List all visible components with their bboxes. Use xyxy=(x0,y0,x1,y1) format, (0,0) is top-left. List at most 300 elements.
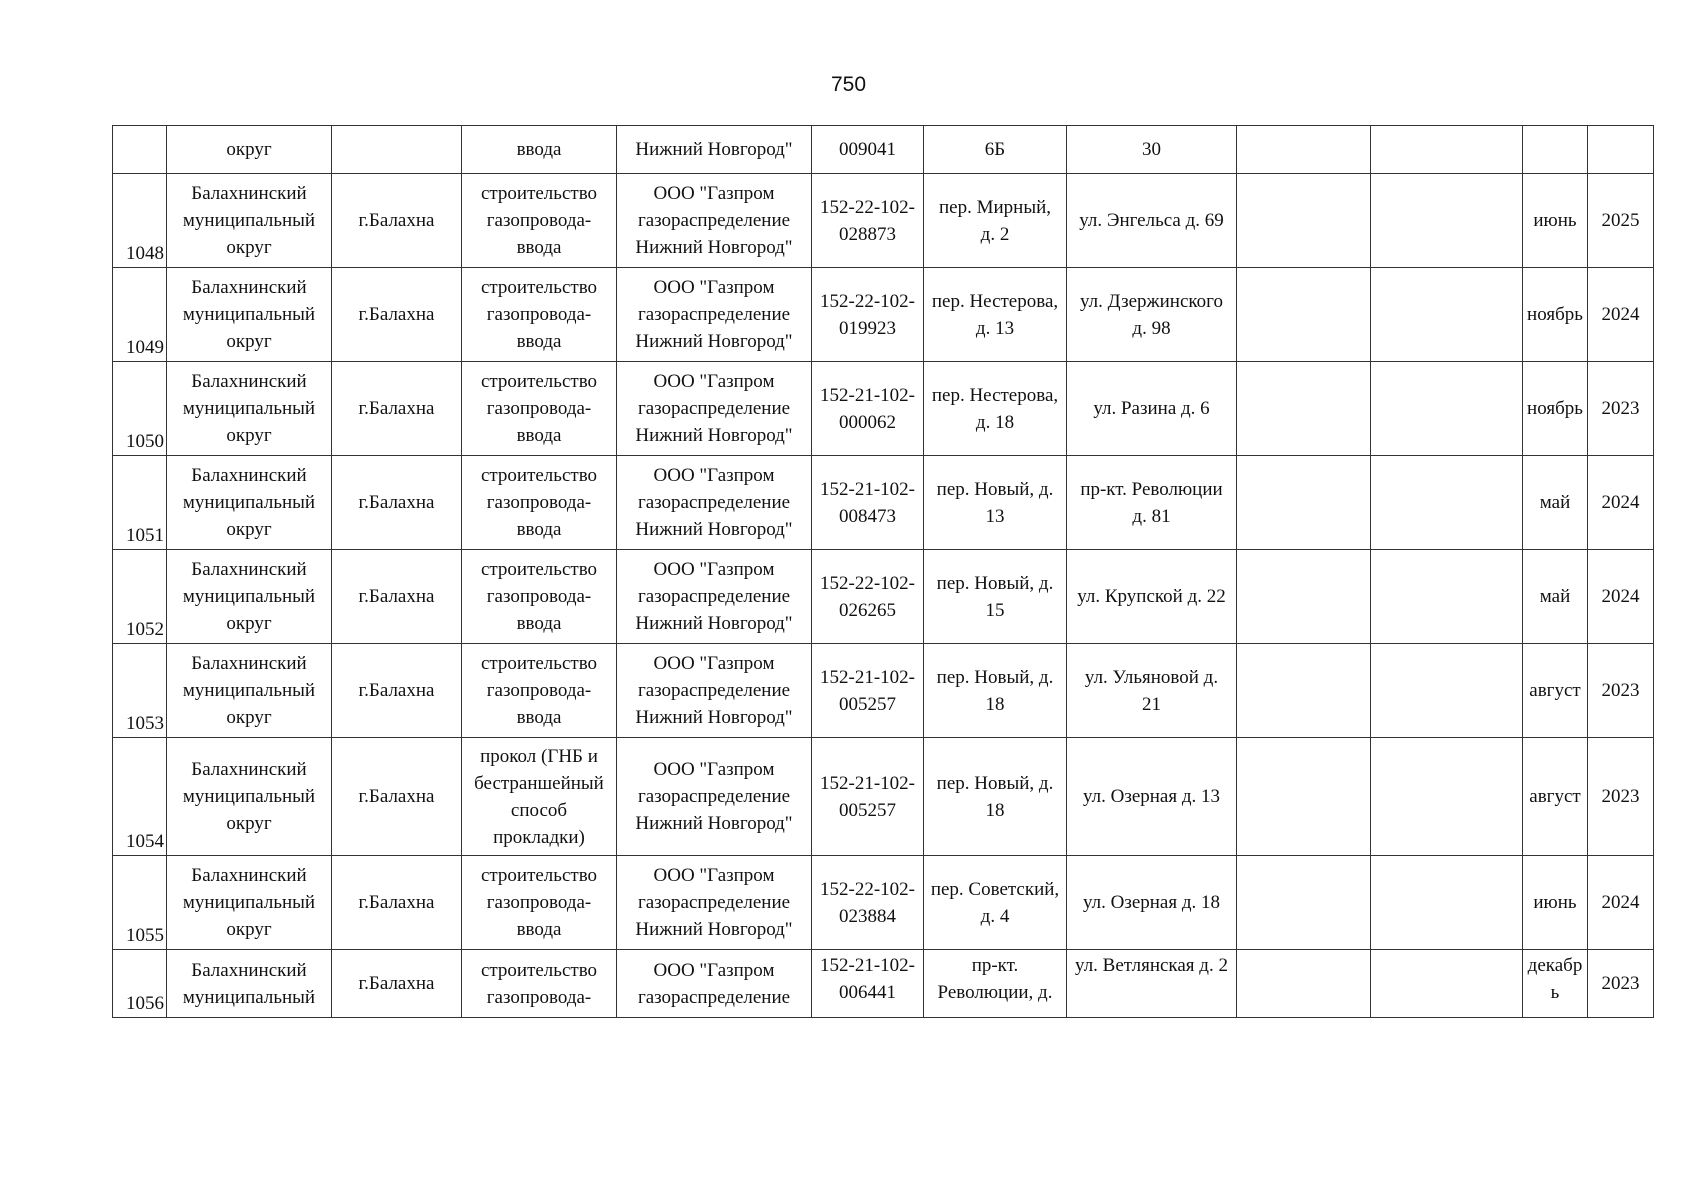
cell-year xyxy=(1588,126,1654,174)
cell-number xyxy=(113,174,167,268)
cell-number xyxy=(113,856,167,950)
cell-line: пер. Мирный, xyxy=(938,196,1051,218)
cell-text: 1053 xyxy=(126,713,164,734)
cell-district xyxy=(167,856,332,950)
cell-month xyxy=(1523,856,1588,950)
cell-line: 152-21-102- xyxy=(820,666,915,688)
cell-work-type xyxy=(462,268,617,362)
cell-line: округ xyxy=(226,237,272,258)
cell-line: д. 13 xyxy=(975,317,1015,339)
cell-district xyxy=(167,456,332,550)
cell-line: Балахнинский xyxy=(191,183,307,204)
cell-code xyxy=(812,738,924,856)
cell-empty xyxy=(1237,950,1371,1018)
table-row xyxy=(113,362,1654,456)
cell-line: ввода xyxy=(516,519,562,540)
cell-line: Балахнинский xyxy=(191,865,307,886)
cell-empty xyxy=(1237,126,1371,174)
cell-organization xyxy=(617,856,812,950)
cell-code xyxy=(812,644,924,738)
cell-empty xyxy=(1237,456,1371,550)
cell-line: июнь xyxy=(1533,892,1577,913)
cell-empty xyxy=(1371,362,1523,456)
cell-code xyxy=(812,362,924,456)
cell-code xyxy=(812,268,924,362)
cell-address-to xyxy=(1067,550,1237,644)
cell-line: 152-21-102- xyxy=(820,955,915,976)
cell-number xyxy=(113,738,167,856)
cell-month xyxy=(1523,268,1588,362)
cell-empty xyxy=(1371,856,1523,950)
cell-line: Балахнинский xyxy=(191,959,307,981)
cell-line: д. 18 xyxy=(975,411,1015,433)
cell-line: Балахнинский xyxy=(191,759,307,780)
cell-address-to xyxy=(1067,174,1237,268)
cell-empty xyxy=(1371,644,1523,738)
cell-text: г.Балахна xyxy=(358,786,435,807)
cell-work-type xyxy=(462,644,617,738)
cell-line: Балахнинский xyxy=(191,465,307,486)
cell-line: газопровода- xyxy=(486,492,592,513)
cell-code xyxy=(812,856,924,950)
cell-line: д. 81 xyxy=(1132,505,1171,527)
cell-line: газопровода- xyxy=(486,304,592,325)
cell-organization xyxy=(617,362,812,456)
cell-address-to xyxy=(1067,738,1237,856)
cell-line: строительство xyxy=(480,865,598,886)
cell-line: 30 xyxy=(1142,139,1161,160)
cell-line: 008473 xyxy=(839,505,896,527)
cell-district xyxy=(167,738,332,856)
cell-line: 005257 xyxy=(839,693,896,715)
cell-line: пер. Новый, д. xyxy=(936,572,1054,594)
cell-line: газопровода- xyxy=(486,398,592,419)
cell-line: строительство xyxy=(480,371,598,392)
cell-line: газораспределение xyxy=(637,786,791,807)
cell-year xyxy=(1588,174,1654,268)
cell-line: 005257 xyxy=(839,799,896,821)
cell-line: ь xyxy=(1550,982,1560,1003)
cell-code xyxy=(812,950,924,1018)
cell-work-type xyxy=(462,738,617,856)
cell-locality xyxy=(332,738,462,856)
cell-line: округ xyxy=(226,139,272,160)
cell-text: 1055 xyxy=(126,925,164,946)
cell-line: округ xyxy=(226,613,272,634)
cell-month xyxy=(1523,174,1588,268)
cell-line: округ xyxy=(226,425,272,446)
cell-text: 1050 xyxy=(126,431,164,452)
cell-line: строительство xyxy=(480,277,598,298)
table-row xyxy=(113,268,1654,362)
cell-line: газораспределение xyxy=(637,210,791,231)
cell-line: Балахнинский xyxy=(191,559,307,580)
cell-line: ООО "Газпром xyxy=(653,559,775,580)
cell-text: 1051 xyxy=(126,525,164,546)
cell-text: 2024 xyxy=(1601,304,1640,325)
cell-line: 152-21-102- xyxy=(820,478,915,500)
cell-line: муниципальный xyxy=(182,786,316,807)
cell-line: Балахнинский xyxy=(191,277,307,298)
cell-line: Нижний Новгород" xyxy=(635,813,793,834)
cell-number xyxy=(113,550,167,644)
cell-empty xyxy=(1237,550,1371,644)
cell-line: ООО "Газпром xyxy=(653,465,775,486)
cell-line: округ xyxy=(226,519,272,540)
cell-line: Нижний Новгород" xyxy=(635,519,793,540)
cell-number xyxy=(113,456,167,550)
cell-line: Революции, д. xyxy=(937,982,1053,1003)
cell-line: строительство xyxy=(480,559,598,580)
cell-month xyxy=(1523,738,1588,856)
cell-address-from xyxy=(924,456,1067,550)
cell-line: ул. Ульяновой д. xyxy=(1084,666,1219,688)
cell-year xyxy=(1588,644,1654,738)
cell-text: 1056 xyxy=(126,993,164,1014)
cell-line: пер. Нестерова, xyxy=(931,384,1059,406)
cell-address-from xyxy=(924,174,1067,268)
cell-month xyxy=(1523,126,1588,174)
cell-address-to xyxy=(1067,950,1237,1018)
cell-line: 019923 xyxy=(839,317,896,339)
cell-locality xyxy=(332,644,462,738)
cell-line: декабр xyxy=(1527,955,1583,976)
cell-line: газопровода- xyxy=(486,892,592,913)
cell-text: г.Балахна xyxy=(358,973,435,994)
cell-line: способ xyxy=(510,799,568,821)
cell-year xyxy=(1588,856,1654,950)
cell-line: 6Б xyxy=(984,139,1006,160)
cell-line: 006441 xyxy=(839,982,896,1003)
cell-text: 1049 xyxy=(126,337,164,358)
cell-organization xyxy=(617,126,812,174)
cell-number xyxy=(113,644,167,738)
cell-line: ул. Ветлянская д. 2 xyxy=(1075,955,1228,976)
cell-text: 1048 xyxy=(126,243,164,264)
cell-text: 2023 xyxy=(1601,398,1640,419)
cell-line: ООО "Газпром xyxy=(653,865,775,886)
cell-line: Балахнинский xyxy=(191,371,307,392)
cell-line: ввода xyxy=(516,919,562,940)
cell-organization xyxy=(617,550,812,644)
cell-text: 2024 xyxy=(1601,586,1640,607)
cell-text: г.Балахна xyxy=(358,304,435,325)
cell-line: 152-22-102- xyxy=(820,878,915,900)
cell-line: 152-22-102- xyxy=(820,290,915,312)
cell-line: строительство xyxy=(480,465,598,486)
cell-month xyxy=(1523,644,1588,738)
cell-line: ул. Разина д. 6 xyxy=(1093,398,1210,419)
cell-work-type xyxy=(462,456,617,550)
cell-address-from xyxy=(924,126,1067,174)
cell-line: строительство xyxy=(480,183,598,204)
page-number: 750 xyxy=(830,73,867,96)
cell-line: ООО "Газпром xyxy=(653,653,775,674)
table-row xyxy=(113,550,1654,644)
cell-line: ООО "Газпром xyxy=(653,759,775,780)
cell-address-from xyxy=(924,644,1067,738)
cell-empty xyxy=(1371,550,1523,644)
cell-line: газопровода- xyxy=(486,210,592,231)
cell-line: строительство xyxy=(480,653,598,674)
cell-address-to xyxy=(1067,644,1237,738)
registry-table-body xyxy=(113,126,1654,1018)
cell-text: 2023 xyxy=(1601,973,1640,994)
cell-line: 152-22-102- xyxy=(820,572,915,594)
cell-text: 2024 xyxy=(1601,492,1640,513)
cell-empty xyxy=(1237,738,1371,856)
cell-empty xyxy=(1371,126,1523,174)
cell-line: округ xyxy=(226,919,272,940)
cell-line: Нижний Новгород" xyxy=(635,331,793,352)
cell-number xyxy=(113,950,167,1018)
table-row xyxy=(113,738,1654,856)
cell-line: ноябрь xyxy=(1527,304,1583,325)
cell-year xyxy=(1588,738,1654,856)
cell-line: август xyxy=(1529,786,1581,807)
cell-line: газопровода- xyxy=(486,986,592,1008)
cell-line: муниципальный xyxy=(182,680,316,701)
cell-locality xyxy=(332,174,462,268)
cell-district xyxy=(167,268,332,362)
cell-district xyxy=(167,644,332,738)
cell-line: д. 2 xyxy=(980,223,1010,245)
cell-line: газораспределение xyxy=(637,892,791,913)
cell-line: 13 xyxy=(985,505,1005,527)
cell-text: г.Балахна xyxy=(358,492,435,513)
cell-line: муниципальный xyxy=(182,986,316,1008)
cell-line: ввода xyxy=(516,139,562,160)
cell-year xyxy=(1588,362,1654,456)
cell-empty xyxy=(1237,856,1371,950)
cell-empty xyxy=(1237,174,1371,268)
cell-line: ввода xyxy=(516,707,562,728)
cell-empty xyxy=(1371,456,1523,550)
cell-line: прокладки) xyxy=(493,826,585,848)
cell-address-to xyxy=(1067,456,1237,550)
cell-month xyxy=(1523,362,1588,456)
cell-text: г.Балахна xyxy=(358,586,435,607)
cell-text: г.Балахна xyxy=(358,680,435,701)
cell-line: д. 4 xyxy=(980,905,1010,927)
cell-address-from xyxy=(924,268,1067,362)
cell-line: ул. Озерная д. 13 xyxy=(1082,786,1221,807)
cell-line: 152-21-102- xyxy=(820,384,915,406)
registry-table xyxy=(112,125,1654,1018)
cell-year xyxy=(1588,550,1654,644)
cell-organization xyxy=(617,644,812,738)
cell-line: газораспределение xyxy=(637,492,791,513)
cell-district xyxy=(167,550,332,644)
cell-line: пер. Новый, д. xyxy=(936,772,1054,794)
cell-line: строительство xyxy=(480,959,598,981)
cell-line: август xyxy=(1529,680,1581,701)
cell-text: г.Балахна xyxy=(358,398,435,419)
table-row-continued xyxy=(113,126,1654,174)
cell-line: пер. Советский, xyxy=(930,878,1060,900)
cell-number xyxy=(113,268,167,362)
cell-line: ноябрь xyxy=(1527,398,1583,419)
cell-month xyxy=(1523,950,1588,1018)
cell-work-type xyxy=(462,126,617,174)
cell-address-from xyxy=(924,856,1067,950)
cell-code xyxy=(812,126,924,174)
table-row xyxy=(113,644,1654,738)
cell-line: Нижний Новгород" xyxy=(635,425,793,446)
cell-line: пер. Нестерова, xyxy=(931,290,1059,312)
cell-year xyxy=(1588,268,1654,362)
cell-locality xyxy=(332,456,462,550)
cell-empty xyxy=(1371,174,1523,268)
cell-line: ООО "Газпром xyxy=(653,277,775,298)
cell-organization xyxy=(617,950,812,1018)
cell-code xyxy=(812,550,924,644)
cell-number xyxy=(113,126,167,174)
cell-empty xyxy=(1237,644,1371,738)
cell-line: Нижний Новгород" xyxy=(635,237,793,258)
table-row xyxy=(113,856,1654,950)
cell-address-from xyxy=(924,950,1067,1018)
cell-line: ввода xyxy=(516,237,562,258)
cell-locality xyxy=(332,268,462,362)
cell-line: Нижний Новгород" xyxy=(635,919,793,940)
cell-line: ул. Озерная д. 18 xyxy=(1082,892,1221,913)
cell-line: Балахнинский xyxy=(191,653,307,674)
cell-line: май xyxy=(1539,492,1571,513)
cell-line: пр-кт. Революции xyxy=(1080,478,1223,500)
cell-address-to xyxy=(1067,268,1237,362)
cell-line: д. 98 xyxy=(1132,317,1171,339)
cell-work-type xyxy=(462,856,617,950)
cell-line: Нижний Новгород" xyxy=(635,613,793,634)
cell-line: 18 xyxy=(985,693,1005,715)
cell-work-type xyxy=(462,362,617,456)
cell-line: 152-22-102- xyxy=(820,196,915,218)
cell-month xyxy=(1523,550,1588,644)
cell-line: прокол (ГНБ и xyxy=(480,745,598,767)
cell-text: 1054 xyxy=(126,831,164,852)
cell-locality xyxy=(332,126,462,174)
cell-line: ул. Крупской д. 22 xyxy=(1077,586,1226,607)
cell-line: ввода xyxy=(516,613,562,634)
cell-line: муниципальный xyxy=(182,586,316,607)
cell-line: ул. Дзержинского xyxy=(1079,290,1223,312)
cell-line: июнь xyxy=(1533,210,1577,231)
cell-address-to xyxy=(1067,856,1237,950)
cell-year xyxy=(1588,950,1654,1018)
cell-line: май xyxy=(1539,586,1571,607)
cell-line: 028873 xyxy=(839,223,896,245)
cell-empty xyxy=(1237,268,1371,362)
cell-empty xyxy=(1371,268,1523,362)
cell-district xyxy=(167,174,332,268)
cell-line: 15 xyxy=(985,599,1005,621)
cell-district xyxy=(167,362,332,456)
cell-code xyxy=(812,456,924,550)
cell-line: ввода xyxy=(516,331,562,352)
cell-line: ООО "Газпром xyxy=(653,959,775,981)
cell-code xyxy=(812,174,924,268)
cell-locality xyxy=(332,856,462,950)
cell-locality xyxy=(332,362,462,456)
cell-text: 1052 xyxy=(126,619,164,640)
cell-district xyxy=(167,126,332,174)
cell-address-to xyxy=(1067,362,1237,456)
cell-locality xyxy=(332,550,462,644)
cell-line: 152-21-102- xyxy=(820,772,915,794)
cell-organization xyxy=(617,738,812,856)
cell-line: пер. Новый, д. xyxy=(936,478,1054,500)
cell-address-from xyxy=(924,550,1067,644)
cell-line: 18 xyxy=(985,799,1005,821)
cell-line: муниципальный xyxy=(182,304,316,325)
cell-organization xyxy=(617,268,812,362)
cell-text: 2023 xyxy=(1601,680,1640,701)
cell-line: ООО "Газпром xyxy=(653,183,775,204)
cell-line: 000062 xyxy=(839,411,896,433)
cell-line: округ xyxy=(226,707,272,728)
cell-work-type xyxy=(462,550,617,644)
cell-line: пер. Новый, д. xyxy=(936,666,1054,688)
cell-line: ввода xyxy=(516,425,562,446)
cell-organization xyxy=(617,456,812,550)
cell-line: газораспределение xyxy=(637,304,791,325)
cell-line: ул. Энгельса д. 69 xyxy=(1079,210,1224,231)
cell-line: пр-кт. xyxy=(971,955,1019,976)
cell-empty xyxy=(1371,950,1523,1018)
table-row xyxy=(113,950,1654,1018)
cell-line: Нижний Новгород" xyxy=(635,139,793,160)
cell-empty xyxy=(1371,738,1523,856)
cell-line: 023884 xyxy=(839,905,896,927)
cell-address-to xyxy=(1067,126,1237,174)
cell-work-type xyxy=(462,950,617,1018)
cell-line: газораспределение xyxy=(637,986,791,1008)
cell-line: газопровода- xyxy=(486,680,592,701)
cell-text: 2025 xyxy=(1601,210,1640,231)
cell-line: 009041 xyxy=(839,139,896,160)
cell-line: округ xyxy=(226,813,272,834)
cell-line: муниципальный xyxy=(182,492,316,513)
cell-month xyxy=(1523,456,1588,550)
cell-address-from xyxy=(924,362,1067,456)
table-row xyxy=(113,456,1654,550)
cell-line: муниципальный xyxy=(182,892,316,913)
cell-line: газораспределение xyxy=(637,586,791,607)
cell-locality xyxy=(332,950,462,1018)
cell-line: газораспределение xyxy=(637,680,791,701)
cell-line: бестраншейный xyxy=(474,772,604,794)
cell-text: г.Балахна xyxy=(358,210,435,231)
cell-line: газопровода- xyxy=(486,586,592,607)
cell-line: газораспределение xyxy=(637,398,791,419)
cell-work-type xyxy=(462,174,617,268)
cell-line: ООО "Газпром xyxy=(653,371,775,392)
cell-text: 2024 xyxy=(1601,892,1640,913)
cell-number xyxy=(113,362,167,456)
cell-text: 2023 xyxy=(1601,786,1640,807)
cell-district xyxy=(167,950,332,1018)
cell-organization xyxy=(617,174,812,268)
cell-empty xyxy=(1237,362,1371,456)
table-row xyxy=(113,174,1654,268)
cell-year xyxy=(1588,456,1654,550)
cell-line: муниципальный xyxy=(182,398,316,419)
cell-line: 026265 xyxy=(839,599,896,621)
cell-text: г.Балахна xyxy=(358,892,435,913)
cell-address-from xyxy=(924,738,1067,856)
cell-line: округ xyxy=(226,331,272,352)
